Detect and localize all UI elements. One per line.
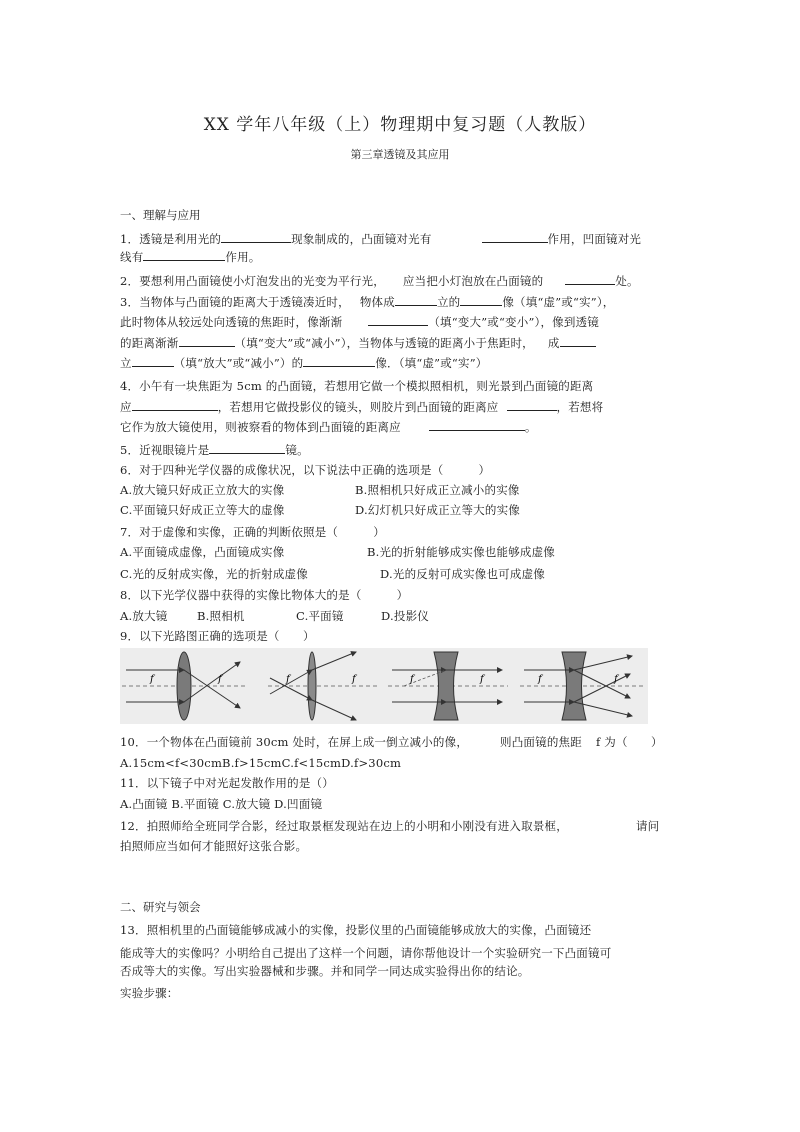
question-7-option-a[interactable]: A.平面镜成虚像，凸面镜成实像 bbox=[120, 545, 285, 559]
focal-label: f bbox=[614, 674, 618, 685]
question-6-option-c[interactable]: C.平面镜只好成正立等大的虚像 bbox=[120, 503, 285, 517]
question-6-option-a[interactable]: A.放大镜只好成正立放大的实像 bbox=[120, 483, 285, 497]
focal-label: f bbox=[218, 674, 222, 685]
question-8-option-b[interactable]: B.照相机 bbox=[197, 609, 245, 623]
question-13-line-2: 能成等大的实像吗？小明给自己提出了这样一个问题，请你帮他设计一个实验研究一下凸面镜可 bbox=[120, 946, 612, 960]
answer-blank[interactable] bbox=[209, 441, 285, 454]
page-subtitle: 第三章透镜及其应用 bbox=[350, 148, 450, 161]
focal-label: f bbox=[150, 674, 154, 685]
diagram-c[interactable] bbox=[388, 652, 508, 720]
answer-blank[interactable] bbox=[143, 248, 225, 261]
question-11-options[interactable]: A.凸面镜 B.平面镜 C.放大镜 D.凹面镜 bbox=[120, 797, 323, 811]
light-path-diagrams bbox=[120, 648, 648, 724]
question-10-options[interactable]: A.15cm<f<30cmB.f>15cmC.f<15cmD.f>30cm bbox=[120, 756, 402, 770]
question-9-stem: 9．以下光路图正确的选项是（ ） bbox=[120, 629, 315, 643]
answer-blank[interactable] bbox=[132, 354, 174, 367]
question-3-line-3: 的距离渐渐 （填“变大”或“减小”），当物体与透镜的距离小于焦距时， 成 bbox=[120, 334, 596, 351]
question-7-stem: 7．对于虚像和实像，正确的判断依照是（ ） bbox=[120, 525, 385, 539]
question-4-line-1: 4．小午有一块焦距为 5cm 的凸面镜，若想用它做一个模拟照相机，则光景到凸面镜的距离 bbox=[120, 379, 594, 393]
question-12-line-2: 拍照师应当如何才能照好这张合影。 bbox=[120, 839, 308, 853]
answer-blank[interactable] bbox=[132, 398, 218, 411]
focal-label: f bbox=[352, 674, 356, 685]
section-heading-1: 一、理解与应用 bbox=[120, 208, 201, 222]
answer-blank[interactable] bbox=[368, 313, 428, 326]
question-6-option-d[interactable]: D.幻灯机只好成正立等大的实像 bbox=[355, 503, 520, 517]
answer-blank[interactable] bbox=[303, 354, 375, 367]
question-2: 2．要想利用凸面镜使小灯泡发出的光变为平行光， 应当把小灯泡放在凸面镜的 处。 bbox=[120, 274, 639, 288]
diagram-a[interactable] bbox=[122, 652, 248, 720]
answer-blank[interactable] bbox=[395, 293, 437, 306]
page-title: XX 学年八年级（上）物理期中复习题（人教版） bbox=[203, 115, 597, 135]
question-8-option-d[interactable]: D.投影仪 bbox=[381, 609, 429, 623]
answer-blank[interactable] bbox=[179, 334, 235, 347]
focal-label: f bbox=[538, 674, 542, 685]
question-3-line-2: 此时物体从较远处向透镜的焦距时，像渐渐 （填“变大”或“变小”），像到透镜 bbox=[120, 315, 599, 329]
question-7-option-c[interactable]: C.光的反射成实像，光的折射成虚像 bbox=[120, 567, 308, 581]
question-1-line-2: 线有 作用。 bbox=[120, 250, 261, 264]
diagram-d[interactable] bbox=[520, 652, 646, 720]
question-3-line-4: 立 （填“放大”或“减小”）的 像．（填“虚”或“实”） bbox=[120, 356, 488, 370]
section-heading-2: 二、研究与领会 bbox=[120, 900, 201, 914]
diagram-b[interactable] bbox=[268, 652, 380, 720]
question-6-stem: 6．对于四种光学仪器的成像状况，以下说法中正确的选项是（ ） bbox=[120, 463, 491, 477]
question-3-line-1: 3．当物体与凸面镜的距离大于透镜凑近时， 物体成 立的 像（填“虚”或“实”）， bbox=[120, 295, 615, 309]
answer-blank[interactable] bbox=[565, 272, 615, 285]
focal-label: f bbox=[286, 674, 290, 685]
answer-blank[interactable] bbox=[429, 418, 525, 431]
answer-blank[interactable] bbox=[560, 334, 596, 347]
question-6-option-b[interactable]: B.照相机只好成正立减小的实像 bbox=[355, 483, 520, 497]
question-1-line-1: 1．透镜是利用光的 现象制成的，凸面镜对光有 作用，凹面镜对光 bbox=[120, 232, 642, 246]
question-8-stem: 8．以下光学仪器中获得的实像比物体大的是（ ） bbox=[120, 588, 409, 602]
question-8-option-c[interactable]: C.平面镜 bbox=[296, 609, 344, 623]
question-4-line-2: 应 ，若想用它做投影仪的镜头，则胶片到凸面镜的距离应 ，若想将 bbox=[120, 400, 604, 414]
answer-blank[interactable] bbox=[221, 230, 291, 243]
question-8-option-a[interactable]: A.放大镜 bbox=[120, 609, 168, 623]
question-7-option-b[interactable]: B.光的折射能够成实像也能够成虚像 bbox=[367, 545, 556, 559]
focal-label: f bbox=[480, 674, 484, 685]
question-11-stem: 11．以下镜子中对光起发散作用的是（） bbox=[120, 776, 334, 790]
question-13-line-1: 13．照相机里的凸面镜能够成减小的实像，投影仪里的凸面镜能够成放大的实像，凸面镜还 bbox=[120, 923, 592, 937]
question-5: 5．近视眼镜片是 镜。 bbox=[120, 443, 309, 457]
question-4-line-3: 它作为放大镜使用，则被察看的物体到凸面镜的距离应 。 bbox=[120, 420, 537, 434]
question-10-line-1: 10．一个物体在凸面镜前 30cm 处时，在屏上成一倒立减小的像， 则凸面镜的焦距 f 为（ ） bbox=[120, 735, 663, 749]
experiment-steps-label: 实验步骤： bbox=[120, 986, 179, 1000]
focal-label: f bbox=[410, 674, 414, 685]
answer-blank[interactable] bbox=[507, 398, 557, 411]
answer-blank[interactable] bbox=[482, 230, 548, 243]
question-7-option-d[interactable]: D.光的反射可成实像也可成虚像 bbox=[380, 567, 545, 581]
question-13-line-3: 否成等大的实像。写出实验器械和步骤。并和同学一同达成实验得出你的结论。 bbox=[120, 964, 530, 978]
question-12-line-1: 12．拍照师给全班同学合影，经过取景框发现站在边上的小明和小刚没有进入取景框， 请问 bbox=[120, 819, 660, 833]
answer-blank[interactable] bbox=[460, 293, 502, 306]
